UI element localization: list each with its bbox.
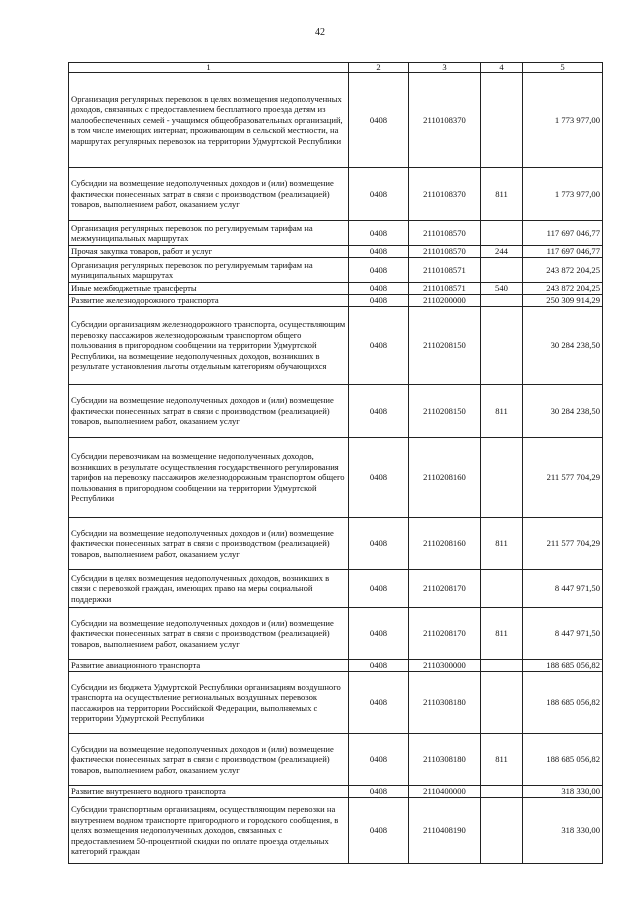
row-amount: 30 284 238,50 — [523, 307, 603, 385]
row-amount: 318 330,00 — [523, 798, 603, 864]
row-section: 0408 — [349, 73, 409, 168]
row-vr: 811 — [481, 608, 523, 660]
row-vr — [481, 307, 523, 385]
row-name: Субсидии на возмещение недополученных доходов и (или) возмещение фактически понесенных затрат в связи с производством (реализацией) товаров, выполнением работ, оказанием услуг — [69, 385, 349, 438]
row-vr — [481, 672, 523, 734]
row-section: 0408 — [349, 518, 409, 570]
header-col-code: 3 — [409, 63, 481, 73]
row-vr: 811 — [481, 385, 523, 438]
row-vr — [481, 438, 523, 518]
header-col-vr: 4 — [481, 63, 523, 73]
row-section: 0408 — [349, 798, 409, 864]
row-name: Субсидии на возмещение недополученных доходов и (или) возмещение фактически понесенных затрат в связи с производством (реализацией) товаров, выполнением работ, оказанием услуг — [69, 608, 349, 660]
row-code: 2110408190 — [409, 798, 481, 864]
row-amount: 8 447 971,50 — [523, 608, 603, 660]
row-code: 2110108570 — [409, 221, 481, 246]
row-name: Организация регулярных перевозок в целях возмещения недополученных доходов, связанных с предоставлением бесплатного проезда детям из малообеспеченных семей - учащимся общеобразовательных организаций, в том числе имеющих интернат, проживающим в сельской местности, на маршрутах регулярных перевозок на территории Удмуртской Республики — [69, 73, 349, 168]
table-row — [69, 307, 603, 385]
row-section: 0408 — [349, 246, 409, 258]
table-row — [69, 385, 603, 438]
row-name: Субсидии на возмещение недополученных доходов и (или) возмещение фактически понесенных затрат в связи с производством (реализацией) товаров, выполнением работ, оказанием услуг — [69, 168, 349, 221]
table-row — [69, 258, 603, 283]
row-amount: 243 872 204,25 — [523, 283, 603, 295]
row-section: 0408 — [349, 672, 409, 734]
row-amount: 211 577 704,29 — [523, 438, 603, 518]
row-name: Развитие внутреннего водного транспорта — [69, 786, 349, 798]
table-row — [69, 786, 603, 798]
row-code: 2110208160 — [409, 518, 481, 570]
row-amount: 188 685 056,82 — [523, 660, 603, 672]
row-name: Развитие авиационного транспорта — [69, 660, 349, 672]
row-code: 2110308180 — [409, 672, 481, 734]
row-code: 2110208160 — [409, 438, 481, 518]
row-vr: 811 — [481, 518, 523, 570]
table-row — [69, 518, 603, 570]
row-code: 2110108370 — [409, 168, 481, 221]
row-section: 0408 — [349, 221, 409, 246]
row-vr: 244 — [481, 246, 523, 258]
row-vr — [481, 258, 523, 283]
row-section: 0408 — [349, 734, 409, 786]
row-amount: 188 685 056,82 — [523, 672, 603, 734]
row-name: Прочая закупка товаров, работ и услуг — [69, 246, 349, 258]
row-vr — [481, 295, 523, 307]
row-code: 2110208150 — [409, 307, 481, 385]
table-row — [69, 221, 603, 246]
row-amount: 243 872 204,25 — [523, 258, 603, 283]
row-section: 0408 — [349, 283, 409, 295]
row-code: 2110400000 — [409, 786, 481, 798]
row-section: 0408 — [349, 438, 409, 518]
row-name: Субсидии организациям железнодорожного транспорта, осуществляющим перевозку пассажиров железнодорожным транспортом общего пользования в пригородном сообщении на территории Удмуртской Республики, на возмещение недополученных доходов, возникших в результате установления льготы отдельным категориям обучающихся — [69, 307, 349, 385]
row-vr — [481, 786, 523, 798]
row-code: 2110108571 — [409, 283, 481, 295]
row-section: 0408 — [349, 786, 409, 798]
row-vr — [481, 660, 523, 672]
row-name: Субсидии из бюджета Удмуртской Республики организациям воздушного транспорта на осуществление региональных воздушных перевозок пассажиров на территории Российской Федерации, выполняемых с территории Удмуртской Республики — [69, 672, 349, 734]
row-code: 2110308180 — [409, 734, 481, 786]
row-name: Субсидии на возмещение недополученных доходов и (или) возмещение фактически понесенных затрат в связи с производством (реализацией) товаров, выполнением работ, оказанием услуг — [69, 518, 349, 570]
table-row — [69, 246, 603, 258]
row-name: Иные межбюджетные трансферты — [69, 283, 349, 295]
row-name: Организация регулярных перевозок по регулируемым тарифам на межмуниципальных маршрутах — [69, 221, 349, 246]
row-amount: 1 773 977,00 — [523, 73, 603, 168]
row-name: Субсидии перевозчикам на возмещение недополученных доходов, возникших в результате осуществления государственного регулирования тарифов на перевозку пассажиров железнодорожным транспортом общего пользования в пригородном сообщении на территории Удмуртской Республики — [69, 438, 349, 518]
header-col-amount: 5 — [523, 63, 603, 73]
row-code: 2110108370 — [409, 73, 481, 168]
row-vr — [481, 798, 523, 864]
row-code: 2110208170 — [409, 608, 481, 660]
row-vr — [481, 73, 523, 168]
row-name: Организация регулярных перевозок по регулируемым тарифам на муниципальных маршрутах — [69, 258, 349, 283]
row-name: Субсидии на возмещение недополученных доходов и (или) возмещение фактически понесенных затрат в связи с производством (реализацией) товаров, выполнением работ, оказанием услуг — [69, 734, 349, 786]
row-code: 2110300000 — [409, 660, 481, 672]
row-name: Субсидии транспортным организациям, осуществляющим перевозки на внутреннем водном транспорте пригородного и городского сообщения, в целях возмещения недополученных доходов, связанных с предоставлением 50-процентной скидки по оплате проезда отдельных категорий граждан — [69, 798, 349, 864]
budget-table — [68, 62, 603, 864]
row-section: 0408 — [349, 385, 409, 438]
row-amount: 117 697 046,77 — [523, 246, 603, 258]
row-code: 2110208150 — [409, 385, 481, 438]
row-vr: 540 — [481, 283, 523, 295]
table-row — [69, 660, 603, 672]
row-amount: 8 447 971,50 — [523, 570, 603, 608]
table-row — [69, 73, 603, 168]
row-section: 0408 — [349, 168, 409, 221]
table-row — [69, 168, 603, 221]
row-code: 2110108571 — [409, 258, 481, 283]
row-name: Развитие железнодорожного транспорта — [69, 295, 349, 307]
row-section: 0408 — [349, 307, 409, 385]
header-col-section: 2 — [349, 63, 409, 73]
table-row — [69, 798, 603, 864]
row-section: 0408 — [349, 295, 409, 307]
table-row — [69, 283, 603, 295]
row-vr: 811 — [481, 168, 523, 221]
row-vr — [481, 221, 523, 246]
row-vr — [481, 570, 523, 608]
row-amount: 117 697 046,77 — [523, 221, 603, 246]
row-section: 0408 — [349, 660, 409, 672]
table-row — [69, 734, 603, 786]
row-section: 0408 — [349, 608, 409, 660]
table-row — [69, 570, 603, 608]
row-vr: 811 — [481, 734, 523, 786]
table-header-row — [69, 63, 603, 73]
header-col-name: 1 — [69, 63, 349, 73]
row-section: 0408 — [349, 258, 409, 283]
row-name: Субсидии в целях возмещения недополученных доходов, возникших в связи с перевозкой граждан, имеющих право на меры социальной поддержки — [69, 570, 349, 608]
row-section: 0408 — [349, 570, 409, 608]
row-code: 2110208170 — [409, 570, 481, 608]
table-row — [69, 438, 603, 518]
table-row — [69, 608, 603, 660]
row-amount: 30 284 238,50 — [523, 385, 603, 438]
row-code: 2110200000 — [409, 295, 481, 307]
row-amount: 188 685 056,82 — [523, 734, 603, 786]
row-amount: 1 773 977,00 — [523, 168, 603, 221]
table-row — [69, 295, 603, 307]
table-row — [69, 672, 603, 734]
row-amount: 318 330,00 — [523, 786, 603, 798]
row-code: 2110108570 — [409, 246, 481, 258]
page-number: 42 — [315, 27, 325, 38]
row-amount: 250 309 914,29 — [523, 295, 603, 307]
row-amount: 211 577 704,29 — [523, 518, 603, 570]
